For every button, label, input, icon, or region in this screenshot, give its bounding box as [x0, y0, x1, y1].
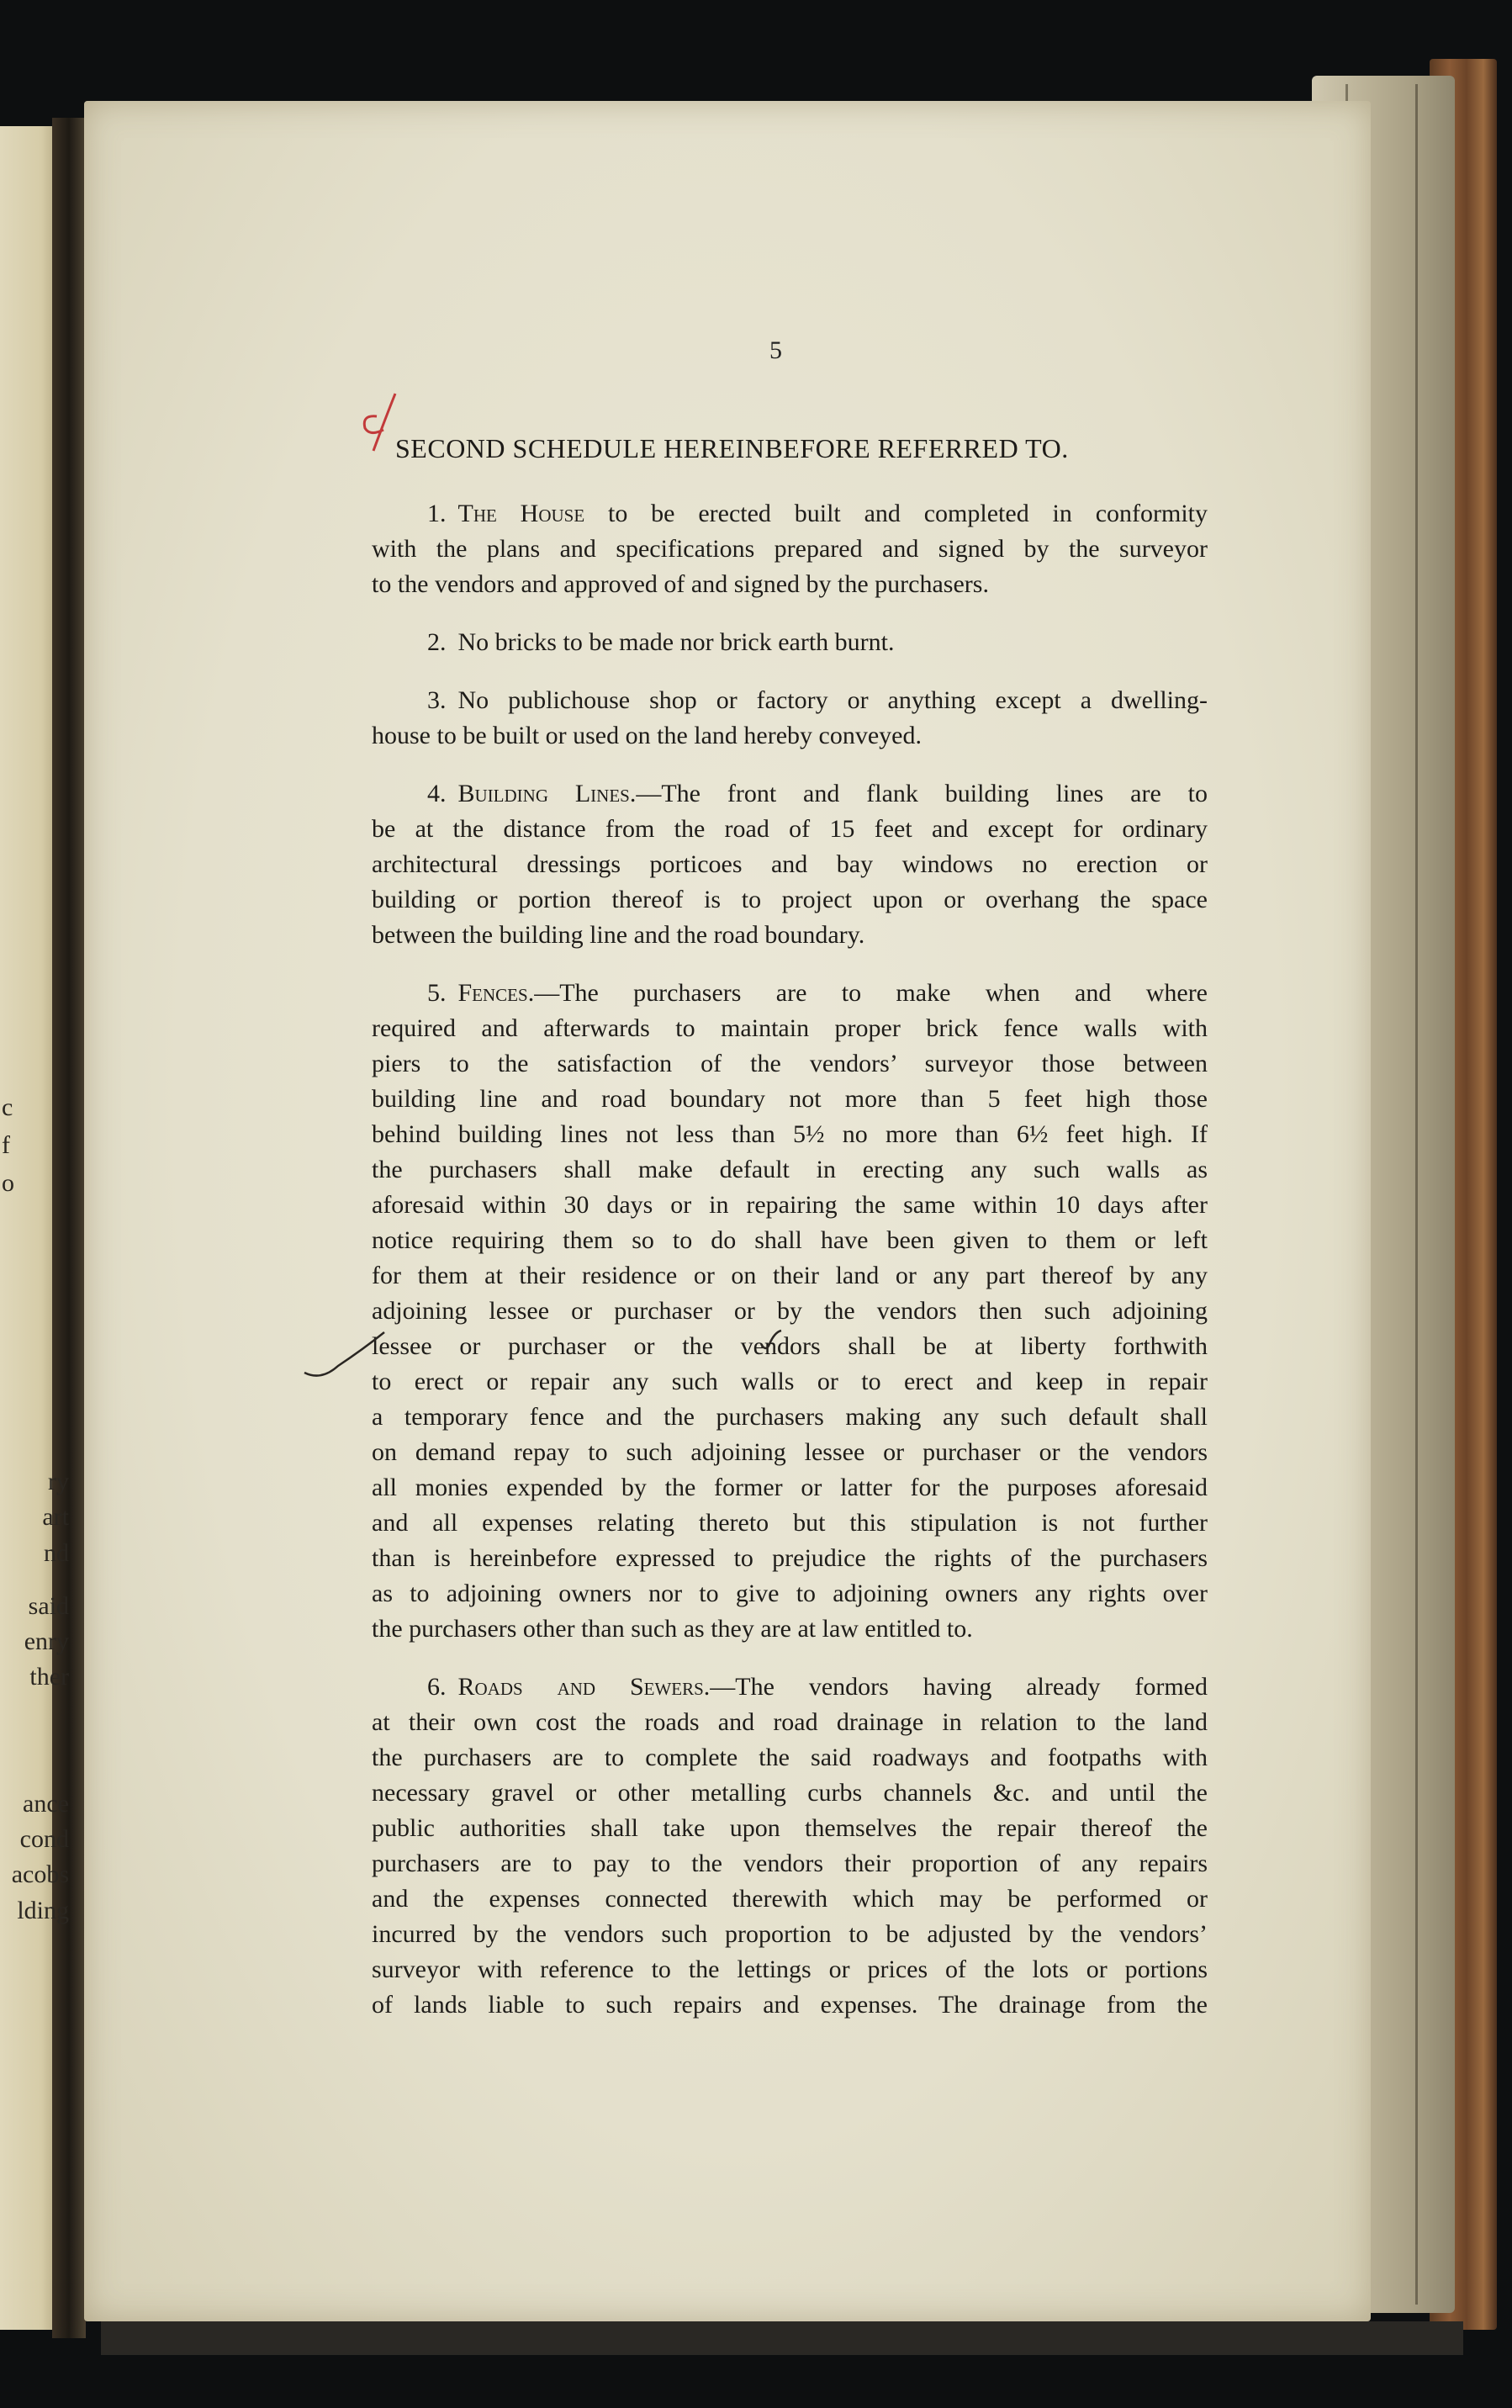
- text-line: [372, 776, 1208, 812]
- text-line: and all expenses relating thereto but this stipulation is not further: [372, 1509, 1208, 1537]
- left-page-text-fragment: ther: [29, 1663, 69, 1691]
- text-line: surveyor with reference to the lettings or prices of the lots or portions: [372, 1956, 1208, 1983]
- left-page-text-fragment: c: [2, 1093, 13, 1121]
- left-page-text-fragment: lding: [17, 1897, 69, 1924]
- left-page-text-fragment: ance: [23, 1790, 69, 1818]
- paragraph-number: 5.: [427, 979, 447, 1007]
- paragraph-caption: Fences.: [457, 979, 535, 1007]
- text-line: behind building lines not less than 5½ no more than 6½ feet high. If: [372, 1120, 1208, 1148]
- left-page-text-fragment: art: [42, 1503, 69, 1531]
- text-line: all monies expended by the former or latter for the purposes aforesaid: [372, 1474, 1208, 1501]
- text-line: required and afterwards to maintain proper brick fence walls with: [372, 1014, 1208, 1042]
- paragraph-6: [372, 1670, 1208, 2023]
- paragraph-caption: The House: [457, 500, 585, 527]
- paragraph-5: [372, 976, 1208, 1647]
- text-line: and the expenses connected therewith which may be performed or: [372, 1885, 1208, 1913]
- text-line: the purchasers shall make default in erecting any such walls as: [372, 1156, 1208, 1183]
- text-line: at their own cost the roads and road drainage in relation to the land: [372, 1708, 1208, 1736]
- paragraph-caption: Building Lines.: [457, 780, 637, 807]
- paragraph-number: 3.: [427, 686, 447, 714]
- text-line: than is hereinbefore expressed to prejudice the rights of the purchasers: [372, 1544, 1208, 1572]
- line-text: to be erected built and completed in conformity: [584, 500, 1208, 527]
- line-text: —The purchasers are to make when and where: [534, 979, 1208, 1007]
- line-text: No bricks to be made nor brick earth burnt.: [457, 628, 895, 656]
- text-line: with the plans and specifications prepared and signed by the surveyor: [372, 535, 1208, 563]
- text-line: building or portion thereof is to project upon or overhang the space: [372, 886, 1208, 913]
- left-page-text-fragment: cond: [19, 1825, 69, 1853]
- paragraph-number: 6.: [427, 1673, 447, 1701]
- left-page-text-fragment: acobs: [11, 1860, 69, 1888]
- text-line: [372, 496, 1208, 532]
- paragraph-4: [372, 776, 1208, 953]
- text-line: a temporary fence and the purchasers making any such default shall: [372, 1403, 1208, 1431]
- text-line: public authorities shall take upon themselves the repair thereof the: [372, 1814, 1208, 1842]
- text-line: architectural dressings porticoes and bay windows no erection or: [372, 850, 1208, 878]
- text-line: aforesaid within 30 days or in repairing the same within 10 days after: [372, 1191, 1208, 1219]
- left-page-text-fragment: f: [2, 1131, 10, 1159]
- line-text: —The vendors having already formed: [710, 1673, 1208, 1701]
- text-line: [372, 1670, 1208, 1705]
- line-text: No publichouse shop or factory or anything except a dwelling-: [457, 686, 1208, 714]
- left-page-text-fragment: ry: [48, 1468, 69, 1495]
- paragraph-2: [372, 625, 1208, 660]
- text-line: on demand repay to such adjoining lessee or purchaser or the vendors: [372, 1438, 1208, 1466]
- text-line: piers to the satisfaction of the vendors’ surveyor those between: [372, 1050, 1208, 1077]
- paragraph-number: 2.: [427, 628, 447, 656]
- text-line: be at the distance from the road of 15 feet and except for ordinary: [372, 815, 1208, 843]
- text-line: the purchasers other than such as they are at law entitled to.: [372, 1615, 973, 1643]
- left-page-text-fragment: enry: [24, 1627, 69, 1655]
- paragraph-caption: Roads and Sewers.: [457, 1673, 711, 1701]
- left-page-text-fragment: o: [2, 1169, 14, 1197]
- paragraph-number: 1.: [427, 500, 447, 527]
- text-line: [372, 625, 1208, 660]
- text-line: to erect or repair any such walls or to erect and keep in repair: [372, 1368, 1208, 1395]
- book-gutter: [52, 118, 86, 2338]
- paragraph-1: [372, 496, 1208, 602]
- page-number: 5: [769, 336, 782, 364]
- page-heading: SECOND SCHEDULE HEREINBEFORE REFERRED TO.: [395, 433, 1069, 463]
- text-line: house to be built or used on the land hereby conveyed.: [372, 722, 922, 749]
- left-page-text-fragment: nd: [44, 1539, 69, 1567]
- bottom-binding: [101, 2321, 1463, 2355]
- text-line: for them at their residence or on their land or any part thereof by any: [372, 1262, 1208, 1289]
- document-body: [372, 496, 1208, 2045]
- text-line: of lands liable to such repairs and expenses. The drainage from the: [372, 1991, 1208, 2019]
- line-text: —The front and flank building lines are to: [636, 780, 1208, 807]
- text-line: between the building line and the road boundary.: [372, 921, 865, 949]
- text-line: as to adjoining owners nor to give to adjoining owners any rights over: [372, 1580, 1208, 1607]
- paragraph-number: 4.: [427, 780, 447, 807]
- paragraph-3: [372, 683, 1208, 754]
- text-line: the purchasers are to complete the said roadways and footpaths with: [372, 1744, 1208, 1771]
- text-line: adjoining lessee or purchaser or by the vendors then such adjoining: [372, 1297, 1208, 1325]
- text-line: to the vendors and approved of and signed by the purchasers.: [372, 570, 989, 598]
- text-line: lessee or purchaser or the vendors shall be at liberty forthwith: [372, 1332, 1208, 1360]
- text-line: incurred by the vendors such proportion to be adjusted by the vendors’: [372, 1920, 1208, 1948]
- left-page-text-fragment: said: [28, 1592, 69, 1620]
- text-line: [372, 976, 1208, 1011]
- text-line: necessary gravel or other metalling curbs channels &c. and until the: [372, 1779, 1208, 1807]
- text-line: purchasers are to pay to the vendors their proportion of any repairs: [372, 1850, 1208, 1877]
- text-line: notice requiring them so to do shall have been given to them or left: [372, 1226, 1208, 1254]
- left-page: [0, 126, 59, 2330]
- text-line: [372, 683, 1208, 718]
- text-line: building line and road boundary not more than 5 feet high those: [372, 1085, 1208, 1113]
